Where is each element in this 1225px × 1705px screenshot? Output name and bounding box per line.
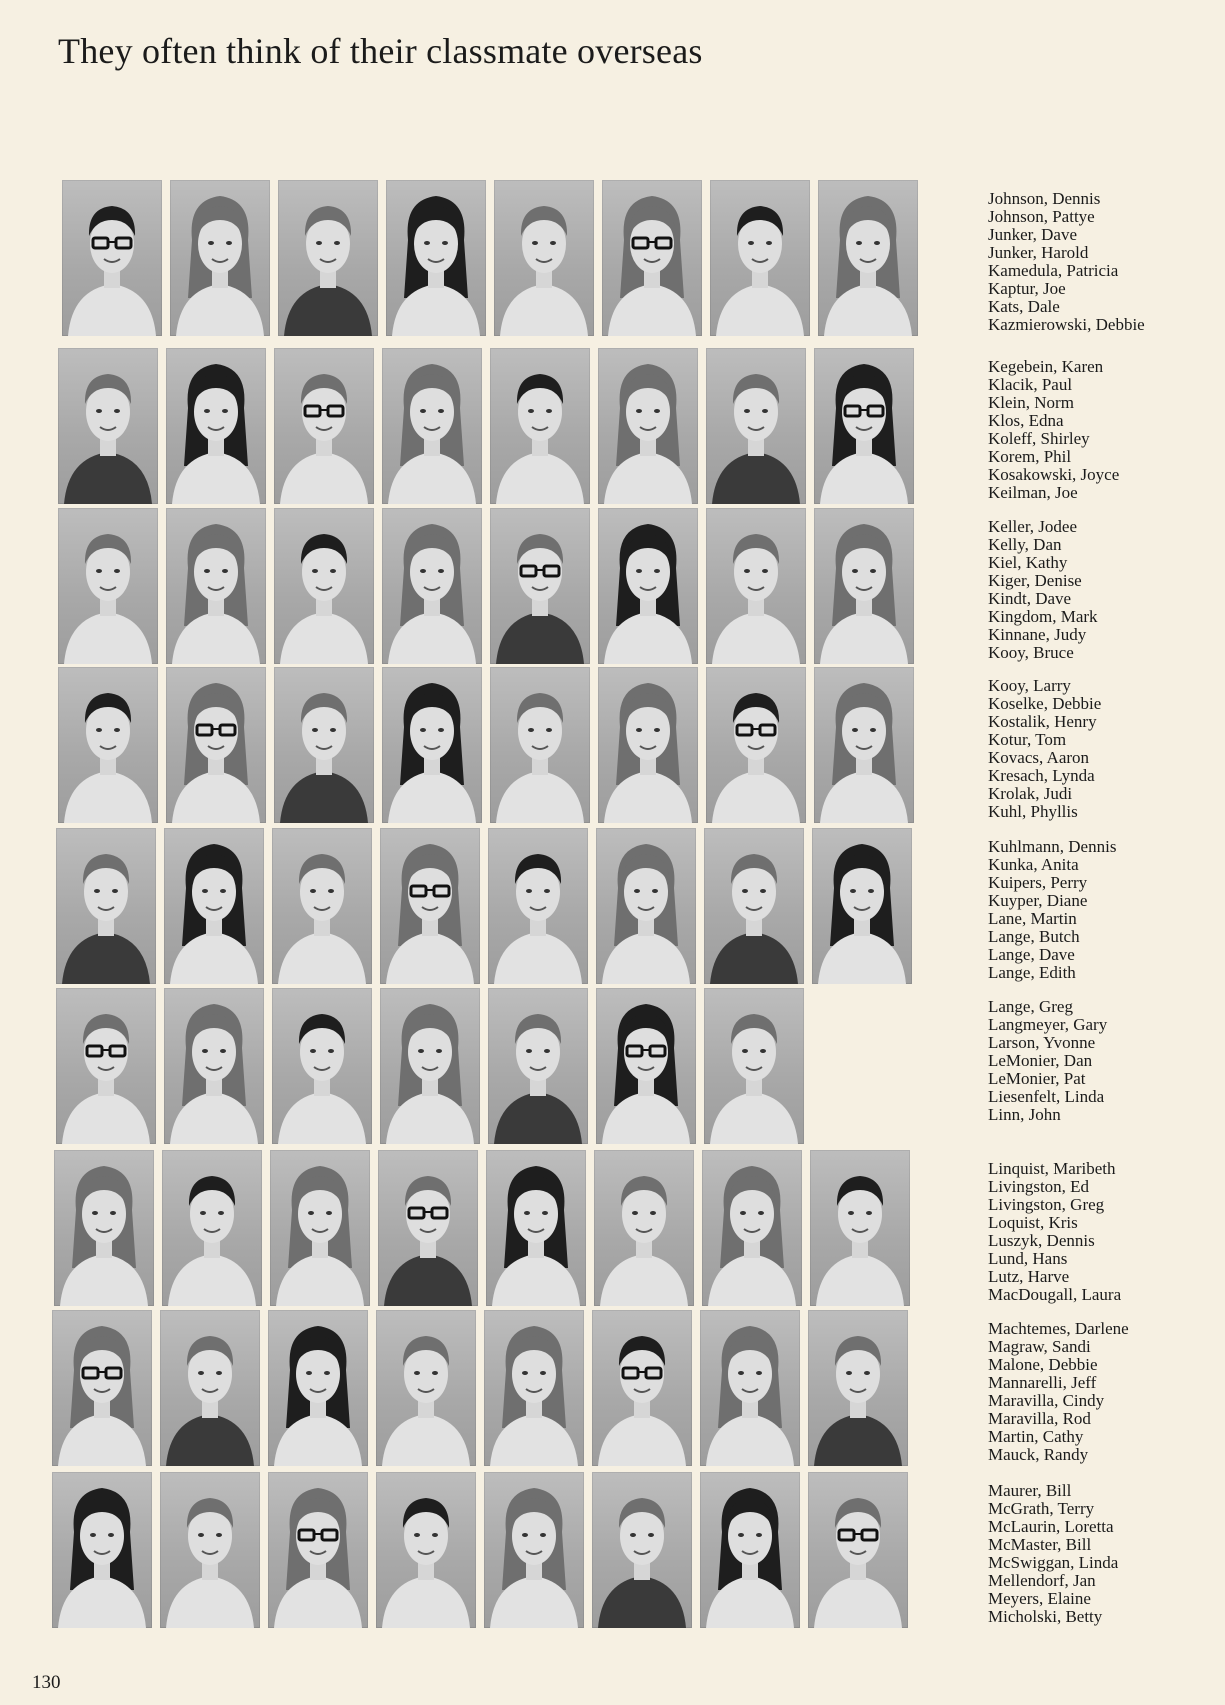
student-portrait: [596, 988, 696, 1144]
student-portrait: [166, 667, 266, 823]
student-name: Klein, Norm: [988, 393, 1074, 412]
portrait-row: [0, 828, 1225, 984]
student-portrait: [814, 508, 914, 664]
student-portrait: [490, 667, 590, 823]
student-portrait: [704, 988, 804, 1144]
student-portrait: [596, 828, 696, 984]
name-list: [988, 998, 1107, 1124]
student-name: Martin, Cathy: [988, 1427, 1084, 1446]
student-name: Kinnane, Judy: [988, 625, 1087, 644]
portrait-row: [0, 1150, 1225, 1306]
student-name: Maurer, Bill: [988, 1481, 1072, 1500]
student-name: Machtemes, Darlene: [988, 1319, 1129, 1338]
student-portrait: [710, 180, 810, 336]
student-portrait: [278, 180, 378, 336]
student-portrait: [62, 180, 162, 336]
student-portrait: [160, 1310, 260, 1466]
student-portrait: [376, 1472, 476, 1628]
student-name: Kovacs, Aaron: [988, 748, 1090, 767]
name-list: [988, 518, 1098, 662]
student-name: Meyers, Elaine: [988, 1589, 1091, 1608]
student-portrait: [272, 988, 372, 1144]
student-name: Kelly, Dan: [988, 535, 1062, 554]
student-portrait: [704, 828, 804, 984]
student-portrait: [274, 667, 374, 823]
student-portrait: [706, 348, 806, 504]
name-list: [988, 358, 1119, 502]
student-name: Lund, Hans: [988, 1249, 1068, 1268]
student-name: Lange, Edith: [988, 963, 1076, 982]
student-portrait: [58, 667, 158, 823]
student-portrait: [268, 1310, 368, 1466]
student-portrait: [52, 1472, 152, 1628]
student-name: Kiger, Denise: [988, 571, 1082, 590]
student-name: Kotur, Tom: [988, 730, 1067, 749]
student-portrait: [162, 1150, 262, 1306]
student-name: Kazmierowski, Debbie: [988, 315, 1145, 334]
student-portrait: [380, 988, 480, 1144]
student-name: Junker, Dave: [988, 225, 1078, 244]
student-portrait: [814, 348, 914, 504]
student-portrait: [270, 1150, 370, 1306]
student-portrait: [494, 180, 594, 336]
student-name: Kunka, Anita: [988, 855, 1079, 874]
portrait-row: [0, 667, 1225, 823]
student-name: Kats, Dale: [988, 297, 1060, 316]
student-name: Johnson, Dennis: [988, 189, 1101, 208]
name-list: [988, 1160, 1121, 1304]
portrait-row: [0, 1310, 1225, 1466]
student-portrait: [380, 828, 480, 984]
student-portrait: [490, 508, 590, 664]
student-portrait: [58, 508, 158, 664]
student-name: Langmeyer, Gary: [988, 1015, 1108, 1034]
student-name: Kiel, Kathy: [988, 553, 1068, 572]
student-name: Lutz, Harve: [988, 1267, 1070, 1286]
student-name: Luszyk, Dennis: [988, 1231, 1095, 1250]
student-name: Koleff, Shirley: [988, 429, 1090, 448]
student-portrait: [810, 1150, 910, 1306]
student-portrait: [602, 180, 702, 336]
student-name: Kuhl, Phyllis: [988, 802, 1078, 821]
student-name: Livingston, Greg: [988, 1195, 1105, 1214]
student-name: Korem, Phil: [988, 447, 1072, 466]
portrait-row: [0, 508, 1225, 664]
student-portrait: [706, 508, 806, 664]
portrait-row: [0, 988, 1225, 1144]
student-name: McSwiggan, Linda: [988, 1553, 1119, 1572]
student-name: Larson, Yvonne: [988, 1033, 1096, 1052]
student-name: Kegebein, Karen: [988, 357, 1104, 376]
student-name: Lange, Dave: [988, 945, 1075, 964]
student-portrait: [58, 348, 158, 504]
student-portrait: [376, 1310, 476, 1466]
portrait-row: [0, 1472, 1225, 1628]
student-portrait: [52, 1310, 152, 1466]
page-title: They often think of their classmate overseas: [58, 31, 703, 71]
name-list: [988, 838, 1116, 982]
student-name: Kooy, Larry: [988, 676, 1071, 695]
student-name: MacDougall, Laura: [988, 1285, 1122, 1304]
student-name: Micholski, Betty: [988, 1607, 1103, 1626]
student-name: McMaster, Bill: [988, 1535, 1092, 1554]
student-portrait: [594, 1150, 694, 1306]
student-name: Kresach, Lynda: [988, 766, 1095, 785]
student-name: Koselke, Debbie: [988, 694, 1102, 713]
student-portrait: [484, 1310, 584, 1466]
student-portrait: [160, 1472, 260, 1628]
student-portrait: [808, 1310, 908, 1466]
student-portrait: [164, 988, 264, 1144]
student-name: LeMonier, Dan: [988, 1051, 1093, 1070]
student-name: Junker, Harold: [988, 243, 1089, 262]
student-name: Liesenfelt, Linda: [988, 1087, 1105, 1106]
student-name: McLaurin, Loretta: [988, 1517, 1114, 1536]
student-name: Kindt, Dave: [988, 589, 1072, 608]
student-portrait: [56, 828, 156, 984]
student-portrait: [166, 508, 266, 664]
student-portrait: [486, 1150, 586, 1306]
student-name: Loquist, Kris: [988, 1213, 1078, 1232]
student-name: Kostalik, Henry: [988, 712, 1097, 731]
page-number: 130: [32, 1672, 61, 1693]
student-portrait: [484, 1472, 584, 1628]
empty-portrait-slot: [812, 988, 912, 1144]
student-name: Mellendorf, Jan: [988, 1571, 1096, 1590]
student-portrait: [598, 667, 698, 823]
student-portrait: [812, 828, 912, 984]
student-name: Lane, Martin: [988, 909, 1077, 928]
student-name: LeMonier, Pat: [988, 1069, 1086, 1088]
student-portrait: [386, 180, 486, 336]
student-portrait: [702, 1150, 802, 1306]
student-name: Mauck, Randy: [988, 1445, 1089, 1464]
student-portrait: [488, 988, 588, 1144]
student-portrait: [592, 1472, 692, 1628]
student-portrait: [598, 508, 698, 664]
student-portrait: [700, 1310, 800, 1466]
student-portrait: [808, 1472, 908, 1628]
student-portrait: [382, 667, 482, 823]
student-name: Keller, Jodee: [988, 517, 1078, 536]
student-name: Kingdom, Mark: [988, 607, 1098, 626]
student-name: Kaptur, Joe: [988, 279, 1066, 298]
student-portrait: [382, 348, 482, 504]
student-portrait: [814, 667, 914, 823]
student-name: Maravilla, Rod: [988, 1409, 1091, 1428]
student-portrait: [274, 508, 374, 664]
student-name: Kuhlmann, Dennis: [988, 837, 1117, 856]
student-name: Linn, John: [988, 1105, 1061, 1124]
name-list: [988, 190, 1145, 334]
student-name: Magraw, Sandi: [988, 1337, 1091, 1356]
portrait-row: [0, 180, 1225, 336]
student-portrait: [56, 988, 156, 1144]
student-portrait: [706, 667, 806, 823]
student-portrait: [382, 508, 482, 664]
student-portrait: [54, 1150, 154, 1306]
student-portrait: [490, 348, 590, 504]
student-portrait: [272, 828, 372, 984]
student-name: Malone, Debbie: [988, 1355, 1098, 1374]
student-name: Maravilla, Cindy: [988, 1391, 1105, 1410]
name-list: [988, 677, 1101, 821]
student-portrait: [164, 828, 264, 984]
student-name: Johnson, Pattye: [988, 207, 1095, 226]
student-name: Livingston, Ed: [988, 1177, 1090, 1196]
student-portrait: [700, 1472, 800, 1628]
portrait-row: [0, 348, 1225, 504]
student-name: Kooy, Bruce: [988, 643, 1074, 662]
name-list: [988, 1482, 1118, 1626]
name-list: [988, 1320, 1129, 1464]
student-name: Kuyper, Diane: [988, 891, 1088, 910]
student-name: Keilman, Joe: [988, 483, 1078, 502]
student-name: McGrath, Terry: [988, 1499, 1095, 1518]
student-portrait: [268, 1472, 368, 1628]
student-portrait: [818, 180, 918, 336]
student-portrait: [378, 1150, 478, 1306]
student-name: Kuipers, Perry: [988, 873, 1088, 892]
student-name: Lange, Butch: [988, 927, 1080, 946]
student-name: Krolak, Judi: [988, 784, 1073, 803]
student-name: Linquist, Maribeth: [988, 1159, 1116, 1178]
student-name: Mannarelli, Jeff: [988, 1373, 1097, 1392]
student-name: Klacik, Paul: [988, 375, 1073, 394]
student-name: Lange, Greg: [988, 997, 1073, 1016]
student-portrait: [598, 348, 698, 504]
student-name: Klos, Edna: [988, 411, 1064, 430]
student-portrait: [170, 180, 270, 336]
student-portrait: [488, 828, 588, 984]
student-portrait: [274, 348, 374, 504]
student-name: Kosakowski, Joyce: [988, 465, 1120, 484]
student-portrait: [592, 1310, 692, 1466]
student-name: Kamedula, Patricia: [988, 261, 1119, 280]
student-portrait: [166, 348, 266, 504]
